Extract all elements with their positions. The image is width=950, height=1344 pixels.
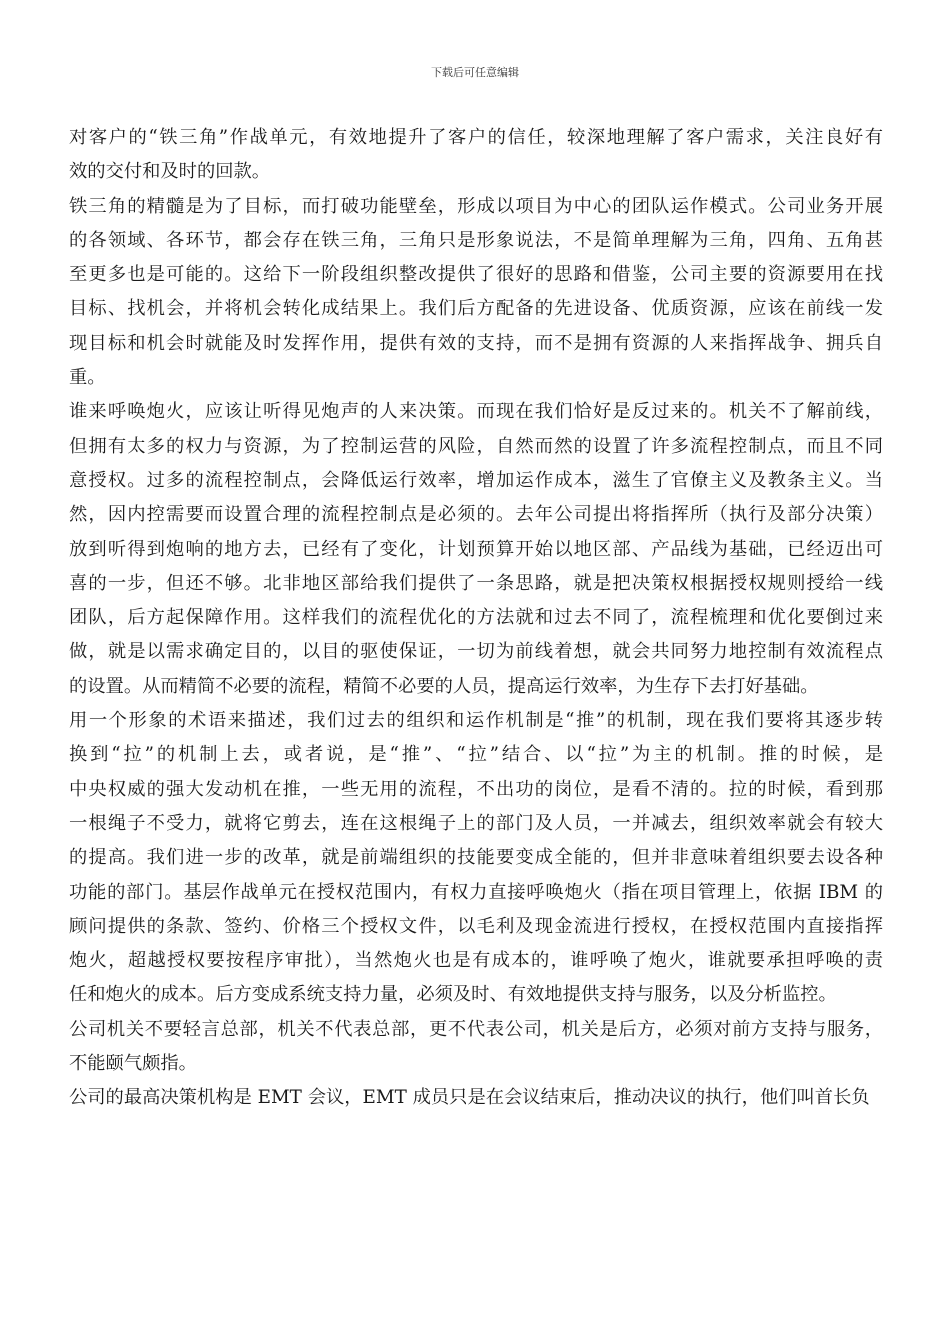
- text-line: 现目标和机会时就能及时发挥作用，提供有效的支持，而不是拥有资源的人来指挥战争、拥兵自: [69, 332, 883, 354]
- text-line: 的各领域、各环节，都会存在铁三角，三角只是形象说法，不是简单理解为三角，四角、五角甚: [69, 229, 883, 251]
- text-line: 对客户的“铁三角”作战单元，有效地提升了客户的信任，较深地理解了客户需求，关注良好有: [69, 127, 883, 148]
- text-line: 的提高。我们进一步的改革，就是前端组织的技能要变成全能的，但并非意味着组织要去设各种: [69, 847, 883, 869]
- text-line: 团队，后方起保障作用。这样我们的流程优化的方法就和过去不同了，流程梳理和优化要倒过来: [69, 607, 883, 629]
- text-line: 用一个形象的术语来描述，我们过去的组织和运作机制是“推”的机制，现在我们要将其逐步转: [69, 710, 883, 732]
- text-line: 至更多也是可能的。这给下一阶段组织整改提供了很好的思路和借鉴，公司主要的资源要用在找: [69, 264, 883, 286]
- text-line: 喜的一步，但还不够。北非地区部给我们提供了一条思路，就是把决策权根据授权规则授给一线: [69, 572, 883, 594]
- text-line: 的设置。从而精简不必要的流程，精简不必要的人员，提高运行效率，为生存下去打好基础。: [69, 675, 819, 697]
- document-body: [69, 121, 883, 1116]
- text-line: 功能的部门。基层作战单元在授权范围内，有权力直接呼唤炮火（指在项目管理上，依据 IBM 的: [69, 881, 883, 903]
- text-line: 任和炮火的成本。后方变成系统支持力量，必须及时、有效地提供支持与服务，以及分析监控。: [69, 984, 837, 1006]
- text-line: 一根绳子不受力，就将它剪去，连在这根绳子上的部门及人员，一并减去，组织效率就会有较大: [69, 812, 883, 834]
- text-line: 谁来呼唤炮火，应该让听得见炮声的人来决策。而现在我们恰好是反过来的。机关不了解前线，: [69, 401, 883, 423]
- text-line: 顾问提供的条款、签约、价格三个授权文件，以毛利及现金流进行授权，在授权范围内直接指挥: [69, 915, 883, 937]
- text-line: 效的交付和及时的回款。: [69, 161, 271, 183]
- text-line: 然，因内控需要而设置合理的流程控制点是必须的。去年公司提出将指挥所（执行及部分决策）: [69, 504, 883, 526]
- text-line: 中央权威的强大发动机在推，一些无用的流程，不出功的岗位，是看不清的。拉的时候，看到那: [69, 778, 883, 800]
- text-line: 做，就是以需求确定目的，以目的驱使保证，一切为前线着想，就会共同努力地控制有效流程点: [69, 641, 883, 663]
- text-line: 公司机关不要轻言总部，机关不代表总部，更不代表公司，机关是后方，必须对前方支持与服务，: [69, 1018, 883, 1040]
- page-header: 下载后可任意编辑: [431, 66, 519, 79]
- text-line: 放到听得到炮响的地方去，已经有了变化，计划预算开始以地区部、产品线为基础，已经迈出可: [69, 538, 883, 560]
- text-line: 公司的最高决策机构是 EMT 会议，EMT 成员只是在会议结束后，推动决议的执行，他们叫首长负: [69, 1087, 870, 1109]
- text-line: 铁三角的精髓是为了目标，而打破功能壁垒，形成以项目为中心的团队运作模式。公司业务开展: [69, 195, 883, 217]
- text-line: 目标、找机会，并将机会转化成结果上。我们后方配备的先进设备、优质资源，应该在前线一发: [69, 298, 883, 320]
- text-line: 重。: [69, 367, 106, 389]
- text-line: 炮火，超越授权要按程序审批），当然炮火也是有成本的，谁呼唤了炮火，谁就要承担呼唤的责: [69, 950, 883, 972]
- text-line: 换到“拉”的机制上去，或者说，是“推”、“拉”结合、以“拉”为主的机制。推的时候，是: [69, 744, 883, 766]
- text-line: 意授权。过多的流程控制点，会降低运行效率，增加运作成本，滋生了官僚主义及教条主义。当: [69, 469, 883, 491]
- text-line: 不能颐气颇指。: [69, 1053, 197, 1075]
- text-line: 但拥有太多的权力与资源，为了控制运营的风险，自然而然的设置了许多流程控制点，而且不同: [69, 435, 883, 457]
